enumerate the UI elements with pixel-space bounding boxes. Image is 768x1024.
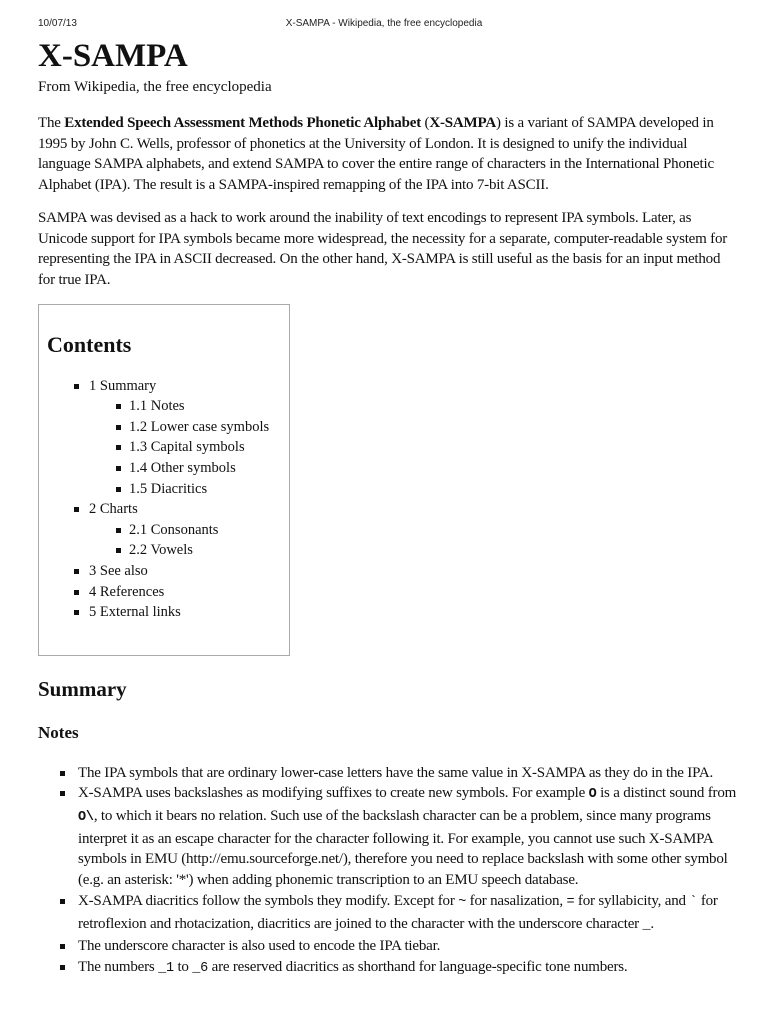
bullet-icon — [60, 944, 65, 949]
intro-paragraph-1: The Extended Speech Assessment Methods Phonetic Alphabet (X-SAMPA) is a variant of SAMPA developed in 1995 by John C. Wells, professor of phonetics at the University of London. It is designed to unify the individual language SAMPA alphabets, and extend SAMPA to cover the entire range of characters in the International Phonetic Alphabet (IPA). The result is a SAMPA-inspired remapping of the IPA into 7-bit ASCII. — [38, 115, 714, 194]
toc-item-external-links[interactable]: 5 External links — [47, 602, 289, 623]
term-name: Extended Speech Assessment Methods Phonetic Alphabet — [64, 115, 421, 131]
code-symbol: ` — [689, 894, 698, 910]
toc-item-capital-symbols[interactable]: 1.3 Capital symbols — [89, 437, 289, 458]
bullet-icon — [116, 487, 121, 492]
article-content — [38, 36, 738, 980]
bullet-icon — [60, 791, 65, 796]
toc-item-see-also[interactable]: 3 See also — [47, 561, 289, 582]
toc-item-vowels[interactable]: 2.2 Vowels — [89, 540, 289, 561]
list-item: The IPA symbols that are ordinary lower-case letters have the same value in X-SAMPA as they do in the IPA. — [38, 763, 738, 784]
toc-item-notes[interactable]: 1.1 Notes — [89, 396, 289, 417]
toc-item-lower-case-symbols[interactable]: 1.2 Lower case symbols — [89, 417, 289, 438]
bullet-icon — [74, 384, 79, 389]
section-heading-summary: Summary — [38, 676, 127, 701]
list-item: X-SAMPA uses backslashes as modifying suffixes to create new symbols. For example O is a distinct sound from O\, to which it bears no relation. Such use of the backslash character can be a problem, since many programs interpret it as an escape character for the character following it. For example, you cannot use such X-SAMPA symbols in EMU (http://emu.sourceforge.net/), therefore you need to replace backslash with some other symbol (e.g. an asterisk: '*') when adding phonemic transcription to an EMU speech database. — [38, 783, 738, 891]
bullet-icon — [74, 590, 79, 595]
bullet-icon — [116, 528, 121, 533]
print-header — [0, 18, 768, 32]
bullet-icon — [116, 445, 121, 450]
toc-list — [47, 376, 289, 623]
bullet-icon — [60, 965, 65, 970]
toc-item-other-symbols[interactable]: 1.4 Other symbols — [89, 458, 289, 479]
bullet-icon — [60, 899, 65, 904]
code-symbol: O\ — [78, 810, 94, 826]
bullet-icon — [116, 466, 121, 471]
bullet-icon — [74, 569, 79, 574]
bullet-icon — [74, 507, 79, 512]
bullet-icon — [116, 548, 121, 553]
print-document-title: X-SAMPA - Wikipedia, the free encyclopedia — [285, 18, 483, 29]
code-symbol: _1 — [158, 960, 174, 976]
table-of-contents — [38, 304, 290, 656]
bullet-icon — [60, 771, 65, 776]
toc-title: Contents — [47, 331, 132, 357]
code-symbol: O — [588, 787, 597, 803]
code-symbol: _6 — [192, 960, 209, 976]
toc-item-charts[interactable]: 2 Charts 2.1 Consonants 2.2 Vowels — [47, 499, 289, 561]
subsection-heading-notes: Notes — [38, 722, 79, 742]
term-abbreviation: X-SAMPA — [429, 115, 497, 131]
bullet-icon — [116, 404, 121, 409]
site-tagline: From Wikipedia, the free encyclopedia — [38, 79, 272, 95]
print-date: 10/07/13 — [38, 18, 77, 29]
list-item: The numbers _1 to _6 are reserved diacritics as shorthand for language-specific tone numbers. — [38, 957, 738, 980]
toc-item-summary[interactable]: 1 Summary 1.1 Notes 1.2 Lower case symbols 1.3 Capital symbols 1.4 Other symbols 1.5 Diacritics — [47, 376, 289, 500]
toc-item-consonants[interactable]: 2.1 Consonants — [89, 520, 289, 541]
code-symbol: _ — [642, 917, 651, 933]
toc-item-references[interactable]: 4 References — [47, 582, 289, 603]
code-symbol: ~ — [458, 894, 467, 910]
notes-list — [38, 763, 738, 980]
intro-paragraph-2: SAMPA was devised as a hack to work around the inability of text encodings to represent IPA symbols. Later, as Unicode support for IPA symbols became more widespread, the necessity for a separate, computer-readable system for representing the IPA in ASCII decreased. On the other hand, X-SAMPA is still useful as the basis for an input method for true IPA. — [38, 209, 728, 288]
toc-item-diacritics[interactable]: 1.5 Diacritics — [89, 479, 289, 500]
code-symbol: = — [566, 894, 575, 910]
list-item: X-SAMPA diacritics follow the symbols they modify. Except for ~ for nasalization, = for syllabicity, and ` for retroflexion and rhotacization, diacritics are joined to the character with the underscore character _. — [38, 891, 738, 936]
list-item: The underscore character is also used to encode the IPA tiebar. — [38, 936, 738, 957]
bullet-icon — [74, 610, 79, 615]
bullet-icon — [116, 425, 121, 430]
page-title: X-SAMPA — [38, 38, 188, 74]
